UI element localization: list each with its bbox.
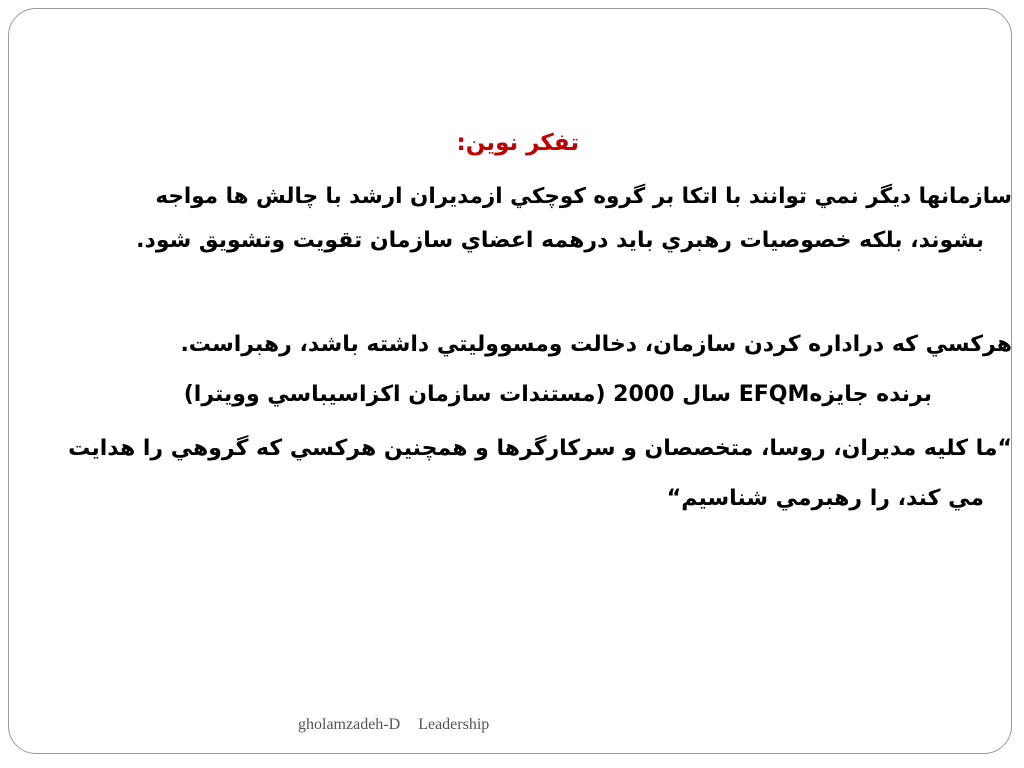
- paragraph-4-line-1: “ما كليه مديران، روسا، متخصصان و سركارگرها و همچنين هركسي كه گروهي را هدايت: [68, 436, 1012, 461]
- paragraph-1-line-2: بشوند، بلكه خصوصيات رهبري بايد درهمه اعضاي سازمان تقويت وتشويق شود.: [136, 228, 984, 253]
- paragraph-1-line-1: سازمانها ديگر نمي توانند با اتكا بر گروه كوچكي ازمديران ارشد با چالش ها مواجه: [155, 184, 1012, 209]
- paragraph-2: هركسي كه دراداره كردن سازمان، دخالت ومسووليتي داشته باشد، رهبراست.: [180, 332, 1012, 357]
- slide-footer: [298, 716, 507, 734]
- paragraph-3: برنده جايزهEFQM سال 2000 (مستندات سازمان اكزاسيباسي وويترا): [183, 382, 932, 407]
- paragraph-4-line-2: مي كند، را رهبرمي شناسيم“: [666, 486, 984, 511]
- footer-topic: Leadership: [418, 716, 490, 733]
- slide-heading: تفکر نوين:: [456, 130, 579, 156]
- footer-author: gholamzadeh-D: [298, 716, 401, 733]
